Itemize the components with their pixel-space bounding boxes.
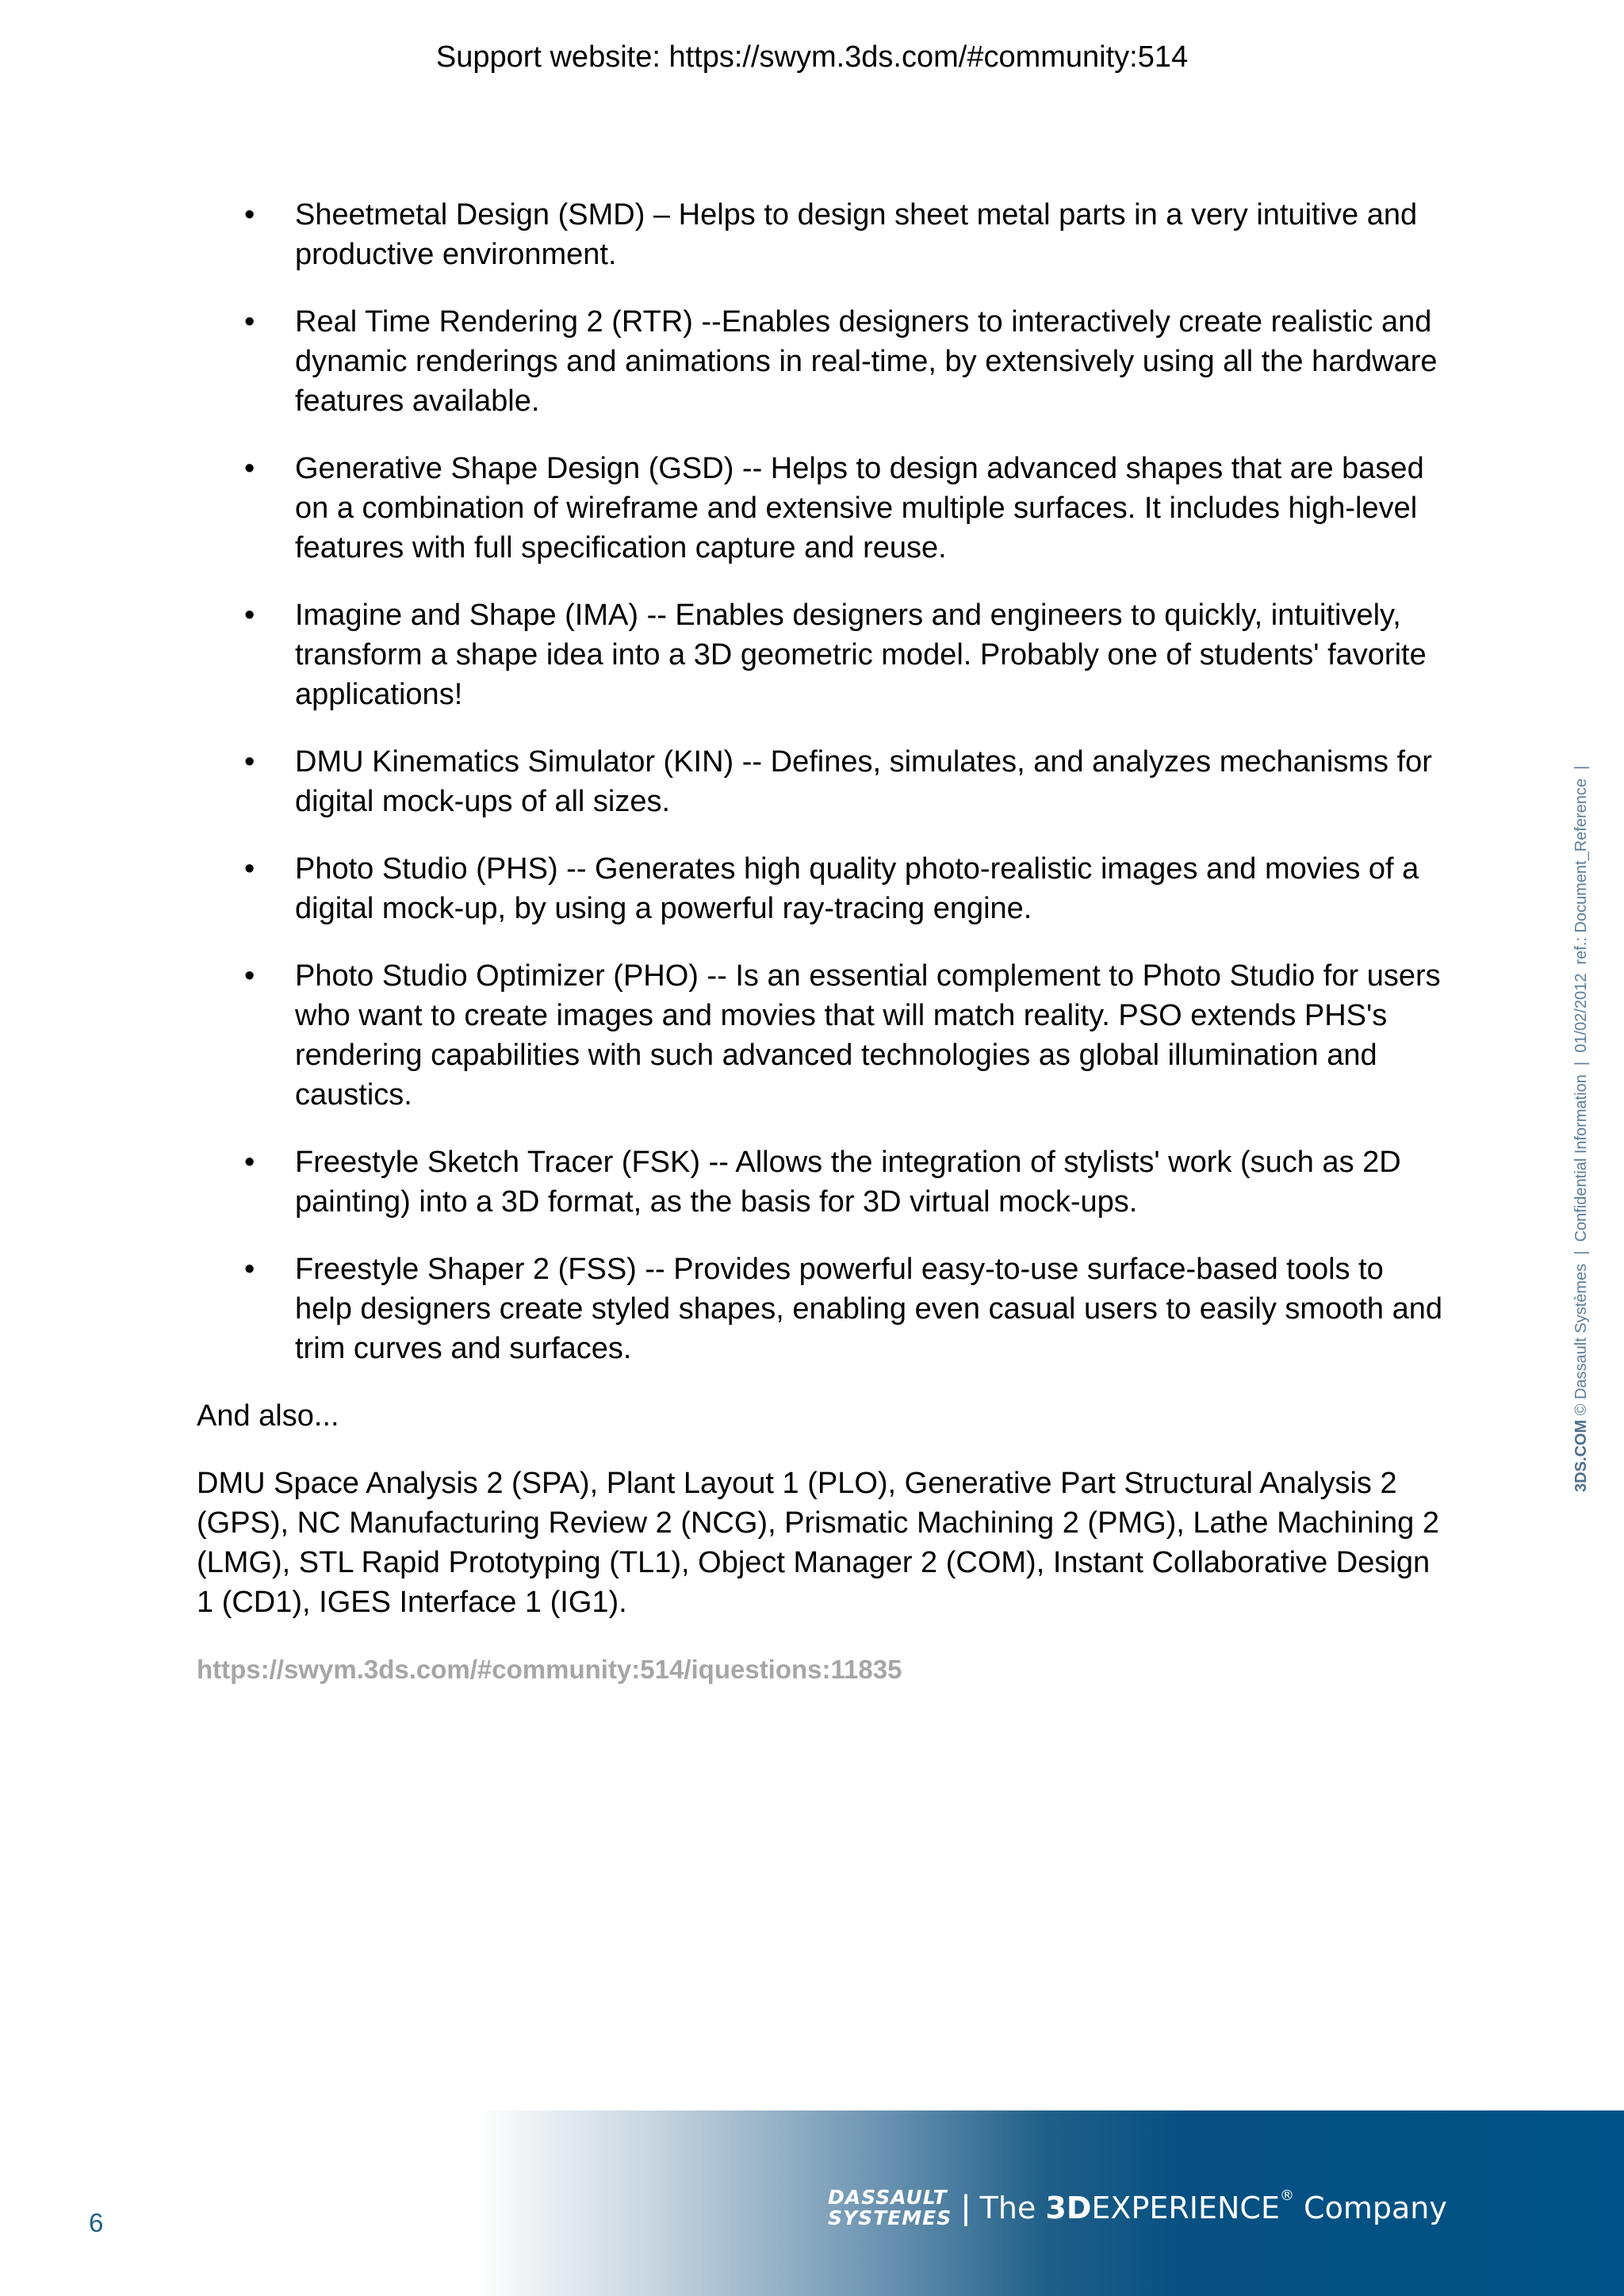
bullet-icon: • <box>244 599 255 632</box>
tagline-experience: EXPERIENCE <box>1091 2191 1280 2225</box>
dassault-systemes-logo <box>820 2172 1447 2244</box>
list-item <box>197 449 1443 568</box>
support-website-header: Support website: https://swym.3ds.com/#community:514 <box>435 40 1189 74</box>
tagline-registered: ® <box>1279 2187 1294 2204</box>
bullet-icon: • <box>244 198 255 232</box>
bullet-icon: • <box>244 745 255 779</box>
list-item-text: Sheetmetal Design (SMD) – Helps to design sheet metal parts in a very intuitive and productive environment. <box>295 198 1418 271</box>
logo-wordmark <box>828 2187 952 2229</box>
list-item-text: Freestyle Shaper 2 (FSS) -- Provides powerful easy-to-use surface-based tools to help designers create styled shapes, enabling even casual users to easily smooth and trim curves and surfaces. <box>295 1253 1442 1365</box>
tagline-3d: 3D <box>1045 2191 1092 2225</box>
logo-separator: | <box>961 2188 971 2227</box>
list-item <box>197 1142 1443 1222</box>
bullet-icon: • <box>244 1253 255 1286</box>
logo-line-1: DASSAULT <box>828 2186 948 2209</box>
logo-line-2: SYSTEMES <box>828 2206 952 2229</box>
list-item-text: Imagine and Shape (IMA) -- Enables designers and engineers to quickly, intuitively, transform a shape idea into a 3D geometric model. Probably one of students' favorite applications! <box>295 599 1427 711</box>
list-item <box>197 1249 1443 1368</box>
application-list <box>197 195 1443 1368</box>
list-item-text: Freestyle Sketch Tracer (FSK) -- Allows the integration of stylists' work (such as 2D painting) into a 3D format, as the basis for 3D virtual mock-ups. <box>295 1146 1401 1219</box>
tagline-pre: The <box>979 2191 1046 2225</box>
list-item <box>197 302 1443 421</box>
list-item <box>197 742 1443 821</box>
logo-tagline <box>980 2188 1447 2228</box>
list-item-text: Photo Studio Optimizer (PHO) -- Is an essential complement to Photo Studio for users who want to create images and movies that will match reality. PSO extends PHS's rendering capabilities with such advanced technologies as global illumination and caustics. <box>295 959 1441 1112</box>
confidentiality-sidebar <box>1572 766 1591 1492</box>
and-also-intro: And also... <box>197 1399 339 1433</box>
list-item <box>197 595 1443 714</box>
bullet-icon: • <box>244 1146 255 1179</box>
additional-applications-paragraph: DMU Space Analysis 2 (SPA), Plant Layout 1 (PLO), Generative Part Structural Analysis 2 (GPS), NC Manufacturing Review 2 (NCG), Prismatic Machining 2 (PMG), Lathe Machining 2 (LMG), STL Rapid Prototyping (TL1), Object Manager 2 (COM), Instant Collaborative Design 1 (CD1), IGES Interface 1 (IG1). <box>197 1467 1439 1619</box>
sidebar-text: © Dassault Systèmes | Confidential Information | 01/02/2012 ref.: Document_Reference | <box>1572 765 1590 1420</box>
list-item <box>197 956 1443 1115</box>
bullet-icon: • <box>244 852 255 886</box>
list-item <box>197 849 1443 928</box>
question-link[interactable]: https://swym.3ds.com/#community:514/iquestions:11835 <box>197 1655 902 1684</box>
list-item-text: Photo Studio (PHS) -- Generates high quality photo-realistic images and movies of a digital mock-up, by using a powerful ray-tracing engine. <box>295 852 1419 925</box>
tagline-company: Company <box>1293 2191 1447 2225</box>
list-item <box>197 195 1443 274</box>
document-body <box>197 195 1443 1689</box>
page-number: 6 <box>89 2208 104 2237</box>
bullet-icon: • <box>244 305 255 339</box>
bullet-icon: • <box>244 959 255 993</box>
sidebar-brand: 3DS.COM <box>1572 1419 1590 1492</box>
bullet-icon: • <box>244 452 255 485</box>
list-item-text: DMU Kinematics Simulator (KIN) -- Defines, simulates, and analyzes mechanisms for digital mock-ups of all sizes. <box>295 745 1432 818</box>
list-item-text: Generative Shape Design (GSD) -- Helps to design advanced shapes that are based on a combination of wireframe and extensive multiple surfaces. It includes high-level features with full specification capture and reuse. <box>295 452 1424 564</box>
list-item-text: Real Time Rendering 2 (RTR) --Enables designers to interactively create realistic and dynamic renderings and animations in real-time, by extensively using all the hardware features available. <box>295 305 1438 418</box>
